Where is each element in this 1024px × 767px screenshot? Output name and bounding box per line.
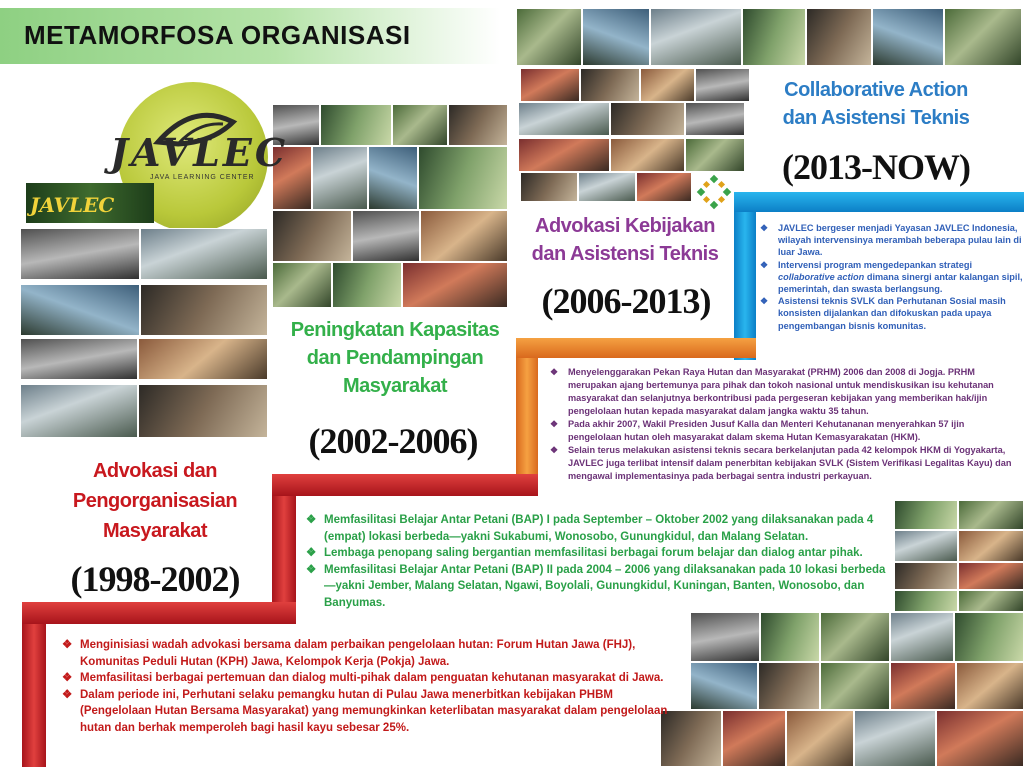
phase2-heading-line: Peningkatan Kapasitas (290, 319, 500, 341)
photo (312, 146, 368, 210)
bullet-text: dimana sinergi antar kalangan sipil, pemerintah, dan swasta berlangsung. (778, 271, 1023, 295)
photo (944, 8, 1022, 66)
list-item (548, 418, 1018, 444)
phase4-heading-line: Collaborative Action (784, 79, 968, 101)
photo (402, 262, 508, 308)
bullet-icon: ❖ (62, 639, 73, 651)
phase3-bullets (548, 366, 1018, 483)
photo (580, 68, 640, 102)
photo (958, 530, 1024, 562)
phase1-heading-line: Masyarakat (103, 520, 207, 542)
photo (954, 612, 1024, 662)
phase1-period: (1998-2002) (70, 559, 240, 599)
phase4-bullets (758, 222, 1024, 332)
bullet-text: Memfasilitasi berbagai pertemuan dan dialog multi-pihak dalam penguatan kehutanan masyarakat di Jawa. (80, 672, 664, 684)
photo (742, 8, 806, 66)
javlec-small-logo-text: JAVLEC (30, 193, 115, 217)
bullet-icon: ❖ (306, 563, 317, 576)
phase2-heading (280, 316, 510, 400)
javlec-logo-tagline: JAVA LEARNING CENTER (150, 174, 255, 181)
photo (332, 262, 402, 308)
photo (854, 710, 936, 767)
bullet-text: Pada akhir 2007, Wakil Presiden Jusuf Kalla dan Menteri Kehutananan menyerahkan 57 ijin pengelolaan hutan oleh masyarakat dalam skema Hutan Kemasyarakatan (HKM). (568, 419, 965, 442)
photo (20, 384, 138, 438)
photo (518, 138, 610, 172)
phase3-heading-line: dan Asistensi Teknis (531, 243, 719, 265)
bullet-text: JAVLEC bergeser menjadi Yayasan JAVLEC Indonesia, wilayah intervensinya merambah beberapa pulau lain di luar Jawa. (778, 223, 1022, 258)
photo (582, 8, 650, 66)
bullet-text: Menyelenggarakan Pekan Raya Hutan dan Masyarakat (PRHM) 2006 dan 2008 di Jogja. PRHM merupakan ajang bertemunya para pihak dan tokoh nasional untuk mendiskusikan isu kehutanan masyarakat dan selanjutnya berkontribusi pada pergeseran kebijakan yang memberikan hak/ijin pengelolaan hutan kepada masyarakat dalam jangka waktu 35 tahun. (568, 367, 994, 416)
bullet-icon: ❖ (760, 259, 769, 270)
phase2-period: (2002-2006) (308, 421, 478, 461)
list-item (304, 512, 890, 545)
photo (820, 612, 890, 662)
phase4-period: (2013-NOW) (782, 147, 970, 187)
photo (520, 68, 580, 102)
phase2-heading-line: dan Pendampingan (306, 347, 484, 369)
photo (20, 338, 138, 380)
phase1-heading-line: Advokasi dan (92, 460, 218, 482)
phase3-heading (520, 212, 730, 268)
photo (578, 172, 636, 202)
phase3-heading-line: Advokasi Kebijakan (535, 215, 715, 237)
photo (650, 8, 742, 66)
photo (20, 228, 140, 280)
bullet-text: Memfasilitasi Belajar Antar Petani (BAP) II pada 2004 – 2006 yang dilaksanakan pada 10 lokasi berbeda—yakni Jember, Malang Selatan, Ngawi, Boyolali, Gunungkidul, Kuningan, Banten, Wonosobo, dan Banyumas. (324, 563, 886, 609)
photo (690, 662, 758, 710)
photo (448, 104, 508, 146)
photo (636, 172, 692, 202)
phase3-period: (2006-2013) (541, 281, 711, 321)
bullet-text: Dalam periode ini, Perhutani selaku pemangku hutan di Pulau Jawa menerbitkan kebijakan PHBM (Pengelolaan Hutan Bersama Masyarakat) yang memungkinkan keterlibatan masyarakat dalam pengelolaan hutan dan berhak memperoleh bagi hasil kayu sebesar 25%. (80, 688, 668, 734)
photo (518, 102, 610, 136)
phase2-heading-line: Masyarakat (343, 375, 447, 397)
list-item (60, 637, 680, 670)
photo (695, 68, 750, 102)
photo (894, 500, 958, 530)
list-item (548, 444, 1018, 483)
ornament-logo-icon (694, 172, 734, 212)
photo (420, 210, 508, 262)
bullet-icon: ❖ (760, 223, 769, 233)
bullet-text: Asistensi teknis SVLK dan Perhutanan Sosial masih konsisten dijalankan dan difokuskan pada upaya pengembangan bisnis komunitas. (778, 296, 1006, 331)
photo (610, 102, 685, 136)
bullet-icon: ❖ (306, 547, 317, 559)
step-bar-phase1 (22, 602, 296, 624)
photo (758, 662, 820, 710)
photo (690, 612, 760, 662)
phase1-bullets (60, 637, 680, 736)
list-item (304, 562, 890, 612)
bullet-icon: ❖ (62, 672, 73, 684)
photo (610, 138, 685, 172)
list-item (304, 545, 890, 562)
step-bar-phase3 (516, 338, 756, 358)
photo (820, 662, 890, 710)
phase4-heading (756, 76, 996, 132)
photo (520, 172, 578, 202)
bullet-icon: ❖ (550, 419, 559, 429)
list-item (758, 222, 1024, 259)
bullet-icon: ❖ (62, 688, 73, 701)
photo (418, 146, 508, 210)
photo (272, 262, 332, 308)
phase1-heading (40, 456, 270, 546)
photo (140, 228, 268, 280)
bullet-text: Menginisiasi wadah advokasi bersama dalam perbaikan pengelolaan hutan: Forum Hutan Jawa (FHJ), Komunitas Peduli Hutan (KPH) Jawa, Kelompok Kerja (Pokja) Jawa. (80, 639, 636, 668)
photo (320, 104, 392, 146)
step-bar-phase4 (734, 192, 1024, 212)
bullet-text: Lembaga penopang saling bergantian memfasilitasi berbagai forum belajar dan dialog antar pihak. (324, 547, 863, 559)
bullet-icon: ❖ (306, 514, 317, 526)
photo (685, 102, 745, 136)
photo (516, 8, 582, 66)
bullet-icon: ❖ (550, 445, 559, 455)
photo (958, 562, 1024, 590)
photo (722, 710, 786, 767)
photo (958, 590, 1024, 612)
photo (138, 338, 268, 380)
javlec-logo-text: JAVLEC (110, 130, 289, 175)
photo (894, 562, 958, 590)
photo (760, 612, 820, 662)
photo (368, 146, 418, 210)
step-bar-phase3 (516, 338, 538, 496)
photo (20, 284, 140, 336)
photo (894, 530, 958, 562)
photo (890, 612, 954, 662)
photo (956, 662, 1024, 710)
photo (890, 662, 956, 710)
step-bar-phase2 (272, 474, 296, 622)
bullet-text: Memfasilitasi Belajar Antar Petani (BAP) I pada September – Oktober 2002 yang dilaksanakan pada 4 (empat) lokasi berbeda—yakni Sukabumi, Wonosobo, Gunungkidul, dan Malang Selatan. (324, 514, 874, 543)
step-bar-phase1 (22, 602, 46, 767)
page-title: METAMORFOSA ORGANISASI (24, 20, 411, 50)
phase2-bullets (304, 512, 890, 611)
list-item (758, 295, 1024, 332)
phase1-heading-line: Pengorganisasian (72, 490, 238, 512)
bullet-text: Intervensi program mengedepankan strategi (778, 259, 973, 270)
list-item (60, 670, 680, 687)
photo (272, 210, 352, 262)
bullet-text: Selain terus melakukan asistensi teknis secara berkelanjutan pada 42 kelompok HKM di Yogyakarta, JAVLEC juga terlibat intensif dalam penerbitan kebijakan SVLK (Sistem Verifikasi Legalitas Kayu) dan mengawal implementasinya pada berbagai sentra industri perkayuan. (568, 445, 1012, 481)
photo (352, 210, 420, 262)
bullet-icon: ❖ (550, 367, 559, 377)
photo (786, 710, 854, 767)
photo (392, 104, 448, 146)
list-item (60, 687, 680, 737)
photo (894, 590, 958, 612)
step-bar-phase2 (272, 474, 538, 496)
list-item (548, 366, 1018, 418)
photo (936, 710, 1024, 767)
photo (806, 8, 872, 66)
phase4-heading-line: dan Asistensi Teknis (782, 107, 970, 129)
photo (685, 138, 745, 172)
photo (140, 284, 268, 336)
photo (958, 500, 1024, 530)
photo (138, 384, 268, 438)
step-bar-phase4 (734, 192, 756, 360)
photo (640, 68, 695, 102)
photo (872, 8, 944, 66)
bullet-icon: ❖ (760, 296, 769, 307)
bullet-emphasis: collaborative action (778, 271, 865, 282)
list-item (758, 259, 1024, 296)
